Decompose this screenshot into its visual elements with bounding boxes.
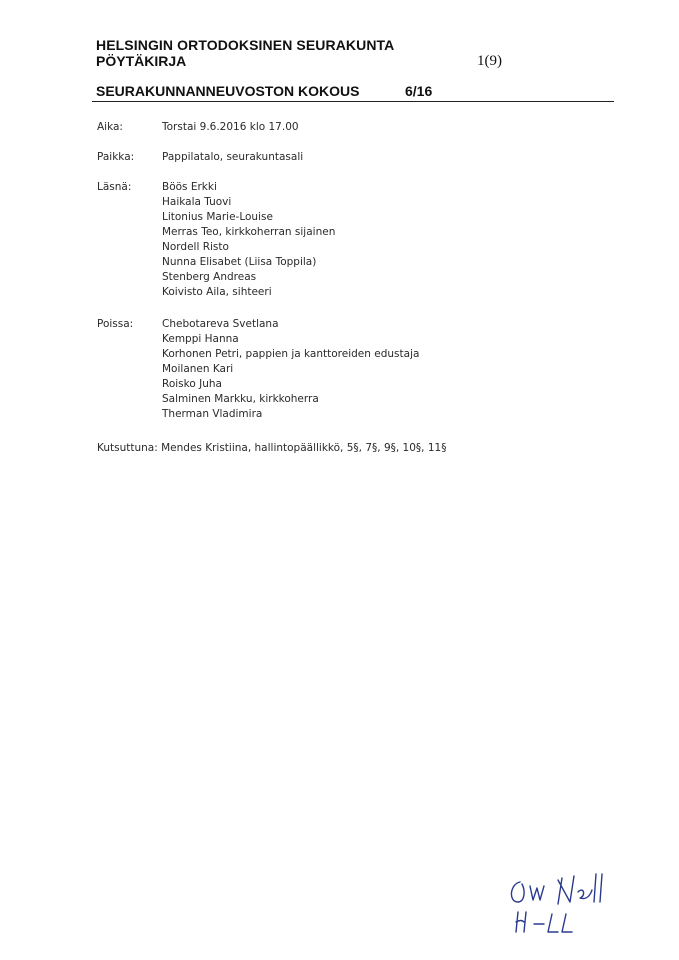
organization-title: HELSINGIN ORTODOKSINEN SEURAKUNTA (96, 37, 395, 53)
invited-line: Kutsuttuna: Mendes Kristiina, hallintopäällikkö, 5§, 7§, 9§, 10§, 11§ (97, 442, 447, 454)
time-value: Torstai 9.6.2016 klo 17.00 (162, 121, 299, 133)
list-item: Nunna Elisabet (Liisa Toppila) (162, 256, 317, 268)
meeting-number: 6/16 (405, 83, 433, 99)
meeting-title: SEURAKUNNANNEUVOSTON KOKOUS (96, 83, 360, 99)
list-item: Moilanen Kari (162, 363, 234, 375)
absent-label: Poissa: (97, 318, 134, 330)
present-label: Läsnä: (97, 181, 132, 193)
list-item: Roisko Juha (162, 378, 222, 390)
list-item: Böös Erkki (162, 181, 217, 193)
page-number: 1(9) (477, 53, 502, 69)
list-item: Salminen Markku, kirkkoherra (162, 393, 319, 405)
signature-initials (500, 862, 630, 942)
list-item: Korhonen Petri, pappien ja kanttoreiden edustaja (162, 348, 420, 360)
list-item: Kemppi Hanna (162, 333, 239, 345)
list-item: Stenberg Andreas (162, 271, 257, 283)
list-item: Litonius Marie-Louise (162, 211, 273, 223)
list-item: Koivisto Aila, sihteeri (162, 286, 272, 298)
list-item: Nordell Risto (162, 241, 229, 253)
place-value: Pappilatalo, seurakuntasali (162, 151, 304, 163)
list-item: Therman Vladimira (162, 408, 263, 420)
header-divider (92, 101, 614, 102)
time-label: Aika: (97, 121, 123, 133)
list-item: Merras Teo, kirkkoherran sijainen (162, 226, 336, 238)
list-item: Chebotareva Svetlana (162, 318, 279, 330)
document-type: PÖYTÄKIRJA (96, 53, 187, 69)
list-item: Haikala Tuovi (162, 196, 232, 208)
place-label: Paikka: (97, 151, 135, 163)
